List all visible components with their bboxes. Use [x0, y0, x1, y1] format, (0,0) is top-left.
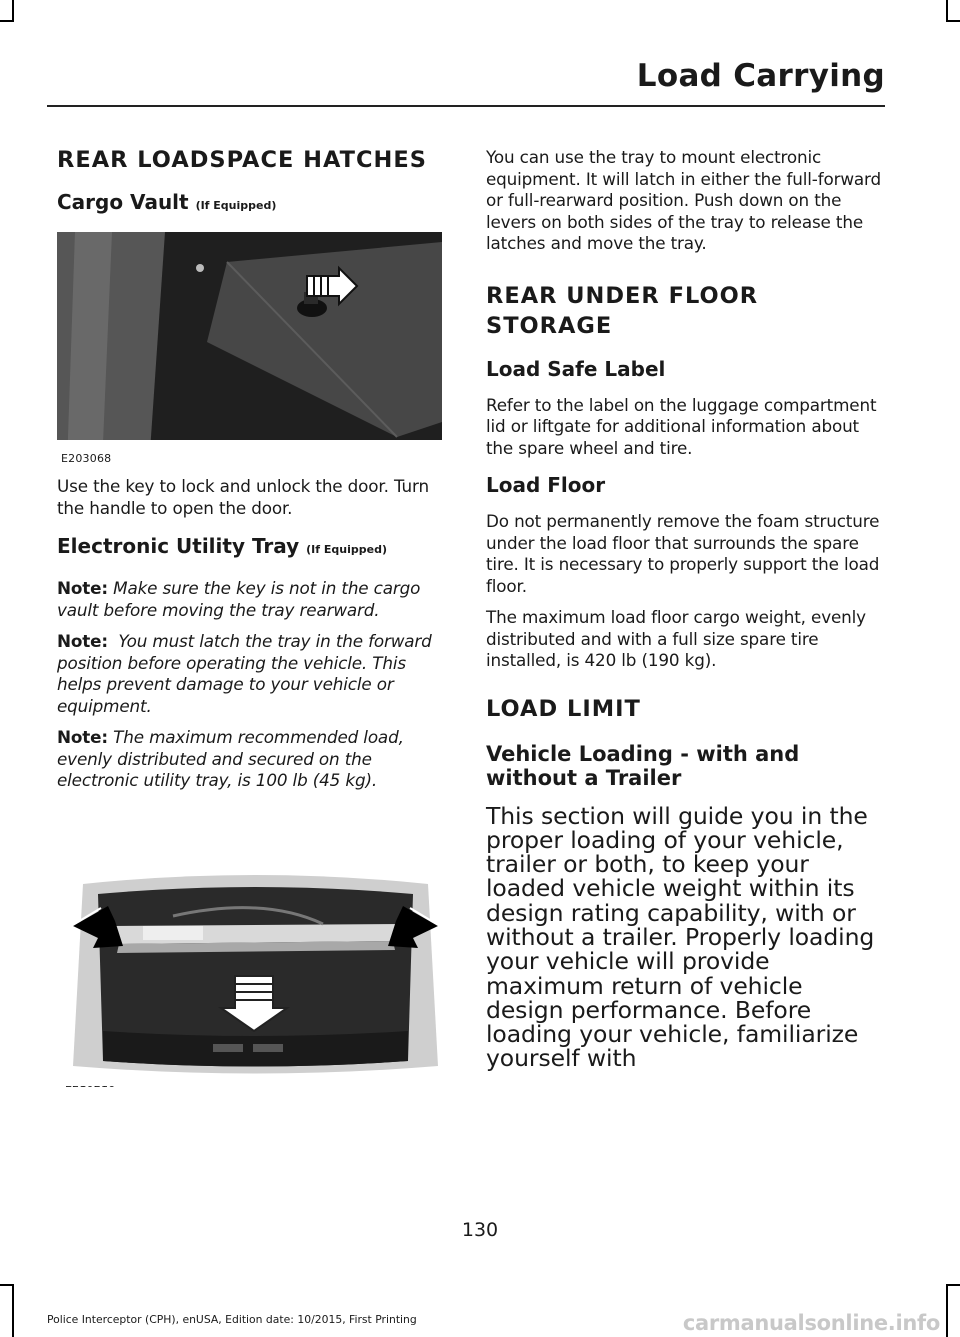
watermark: carmanualsonline.info — [682, 1311, 940, 1335]
crop-mark-br-h — [946, 1284, 960, 1286]
left-column — [57, 145, 449, 802]
cargo-vault-paragraph: Use the key to lock and unlock the door. Turn the handle to open the door. — [57, 476, 429, 518]
page-header-title: Load Carrying — [636, 58, 885, 94]
crop-mark-tr-v — [946, 0, 948, 22]
header-divider — [47, 105, 885, 107]
note-2 — [57, 631, 449, 717]
crop-mark-br-v — [946, 1284, 948, 1337]
section-title-load-limit: LOAD LIMIT — [486, 695, 641, 722]
figure-label-e203068: E203068 — [61, 452, 112, 465]
crop-mark-bl-h — [0, 1284, 14, 1286]
under-floor-line-1: REAR UNDER FLOOR — [486, 282, 759, 309]
note-label: Note: — [57, 578, 108, 598]
cargo-vault-image — [57, 232, 442, 466]
load-safe-paragraph: Refer to the label on the luggage compartment lid or liftgate for additional information about the spare wheel and tire. — [486, 394, 877, 458]
section-title-rear-loadspace: REAR LOADSPACE HATCHES — [57, 147, 427, 173]
crop-mark-tl-h — [0, 20, 14, 22]
load-safe-label-heading: Load Safe Label — [486, 356, 666, 381]
crop-mark-tl-v — [12, 0, 14, 22]
figure-utility-tray — [63, 866, 448, 1091]
note-label: Note: — [57, 727, 108, 747]
vehicle-loading-intro: This section will guide you in the proper loading of your vehicle, trailer or both, to keep your loaded vehicle weight within its design rating capability, with or without a trailer. Properly loading your vehicle will provide maximum return of vehicle design performance. Before loading your vehicle, familiarize yourself with — [486, 801, 875, 1073]
utility-tray-image — [63, 866, 448, 1086]
note-label: Note: — [57, 631, 108, 651]
utility-tray-illustration — [63, 866, 448, 1086]
right-column — [486, 147, 881, 1071]
under-floor-line-2: STORAGE — [486, 312, 613, 339]
vehicle-loading-heading: Vehicle Loading - with and without a Trailer — [486, 741, 800, 790]
footer-edition: Police Interceptor (CPH), enUSA, Edition date: 10/2015, First Printing — [47, 1313, 417, 1326]
note-text: You must latch the tray in the forward position before operating the vehicle. This helps prevent damage to your vehicle or equipment. — [57, 631, 432, 716]
tray-paragraph: You can use the tray to mount electronic equipment. It will latch in either the full-forward or full-rearward position. Push down on the levers on both sides of the tray to release the latches and move the tray. — [486, 147, 881, 253]
cargo-vault-title: Cargo Vault — [57, 190, 189, 214]
cargo-vault-illustration — [57, 232, 442, 466]
load-floor-paragraph-2: The maximum load floor cargo weight, evenly distributed and with a full size spare tire installed, is 420 lb (190 kg). — [486, 607, 866, 670]
load-floor-heading: Load Floor — [486, 473, 606, 497]
crop-mark-tr-h — [946, 20, 960, 22]
note-text: Make sure the key is not in the cargo vault before moving the tray rearward. — [57, 578, 421, 620]
note-3 — [57, 727, 449, 792]
note-text: The maximum recommended load, evenly distributed and secured on the electronic utility tray, is 100 lb (45 kg). — [57, 727, 404, 790]
page-number: 130 — [461, 1219, 499, 1241]
utility-tray-heading — [57, 534, 449, 562]
section-title-under-floor — [486, 281, 881, 341]
cargo-vault-equipped: (If Equipped) — [195, 199, 277, 212]
figure-cargo-vault — [57, 232, 442, 466]
load-floor-paragraph-1: Do not permanently remove the foam structure under the load floor that surrounds the spare tire. It is necessary to properly support the load floor. — [486, 511, 880, 596]
utility-tray-title: Electronic Utility Tray — [57, 534, 300, 558]
utility-tray-equipped: (If Equipped) — [306, 543, 387, 556]
crop-mark-bl-v — [12, 1284, 14, 1337]
cargo-vault-heading — [57, 190, 449, 218]
note-1 — [57, 578, 449, 621]
